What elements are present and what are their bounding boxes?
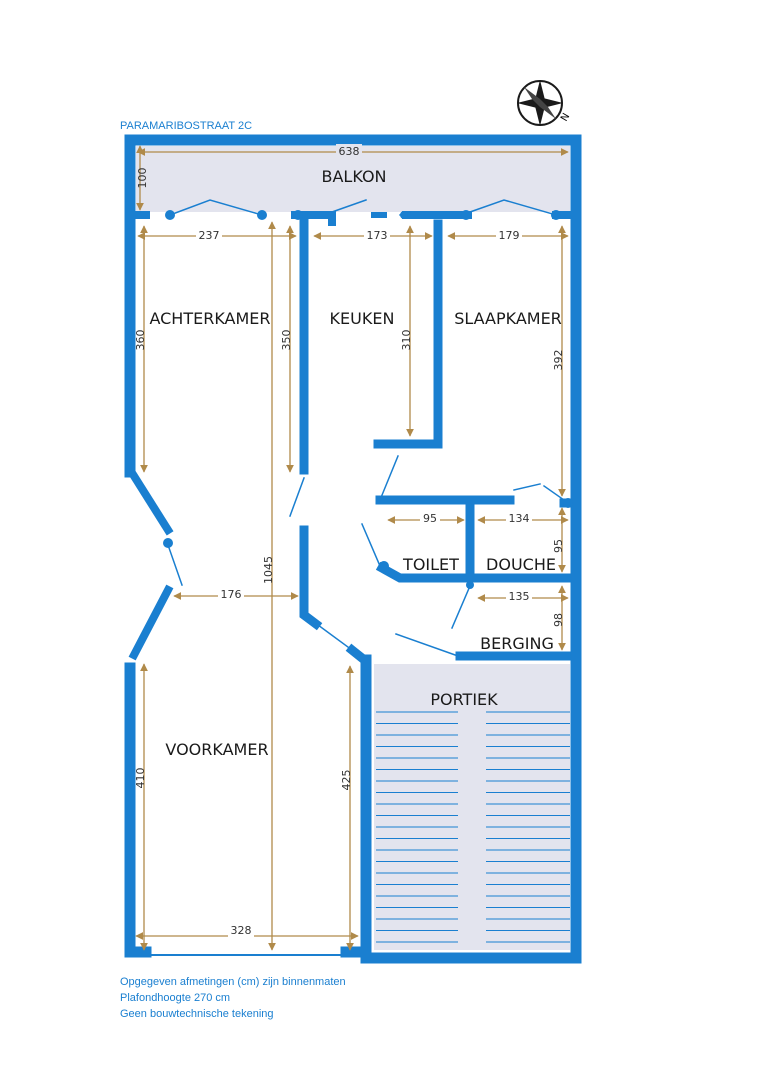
note-line: Opgegeven afmetingen (cm) zijn binnenmaten (120, 976, 346, 988)
room-label-slaapkamer: SLAAPKAMER (454, 309, 562, 328)
address-label: PARAMARIBOSTRAAT 2C (120, 120, 253, 132)
dim-total-depth: 1045 (262, 556, 275, 584)
dim-keuken-width: 173 (366, 229, 388, 242)
compass-letter: N (559, 111, 573, 124)
room-label-keuken: KEUKEN (329, 309, 395, 328)
dim-berging-depth: 98 (552, 613, 565, 627)
note-line: Geen bouwtechnische tekening (120, 1008, 274, 1020)
room-label-voorkamer: VOORKAMER (165, 740, 269, 759)
compass-icon (517, 80, 572, 126)
dim-achterkamer-depth: 360 (134, 329, 147, 351)
dim-keuken-depth: 310 (400, 329, 413, 351)
notes (120, 974, 346, 1022)
door-hinges (163, 210, 573, 589)
dim-achterkamer-width: 237 (198, 229, 220, 242)
dim-portiek-depth: 425 (340, 769, 353, 791)
dim-voorkamer-width: 328 (230, 924, 252, 937)
room-label-portiek: PORTIEK (430, 690, 498, 709)
dim-balkon-depth: 100 (136, 167, 149, 189)
note-line: Plafondhoogte 270 cm (120, 992, 231, 1004)
dim-hall-depth: 350 (280, 329, 293, 351)
dim-voorkamer-depth: 410 (134, 767, 147, 789)
room-label-berging: BERGING (480, 634, 554, 653)
dim-douche-width: 134 (508, 512, 530, 525)
dim-slaapkamer-width: 179 (498, 229, 520, 242)
dim-slaapkamer-depth: 392 (552, 349, 565, 371)
room-label-toilet: TOILET (403, 555, 459, 574)
room-label-balkon: BALKON (321, 167, 387, 186)
room-label-achterkamer: ACHTERKAMER (149, 309, 271, 328)
dim-toilet-width: 95 (423, 512, 437, 525)
dim-hall-width: 176 (220, 588, 242, 601)
dim-douche-depth: 95 (552, 539, 565, 553)
room-label-douche: DOUCHE (486, 555, 556, 574)
dim-balkon-width: 638 (338, 145, 360, 158)
dim-berging-width: 135 (508, 590, 530, 603)
